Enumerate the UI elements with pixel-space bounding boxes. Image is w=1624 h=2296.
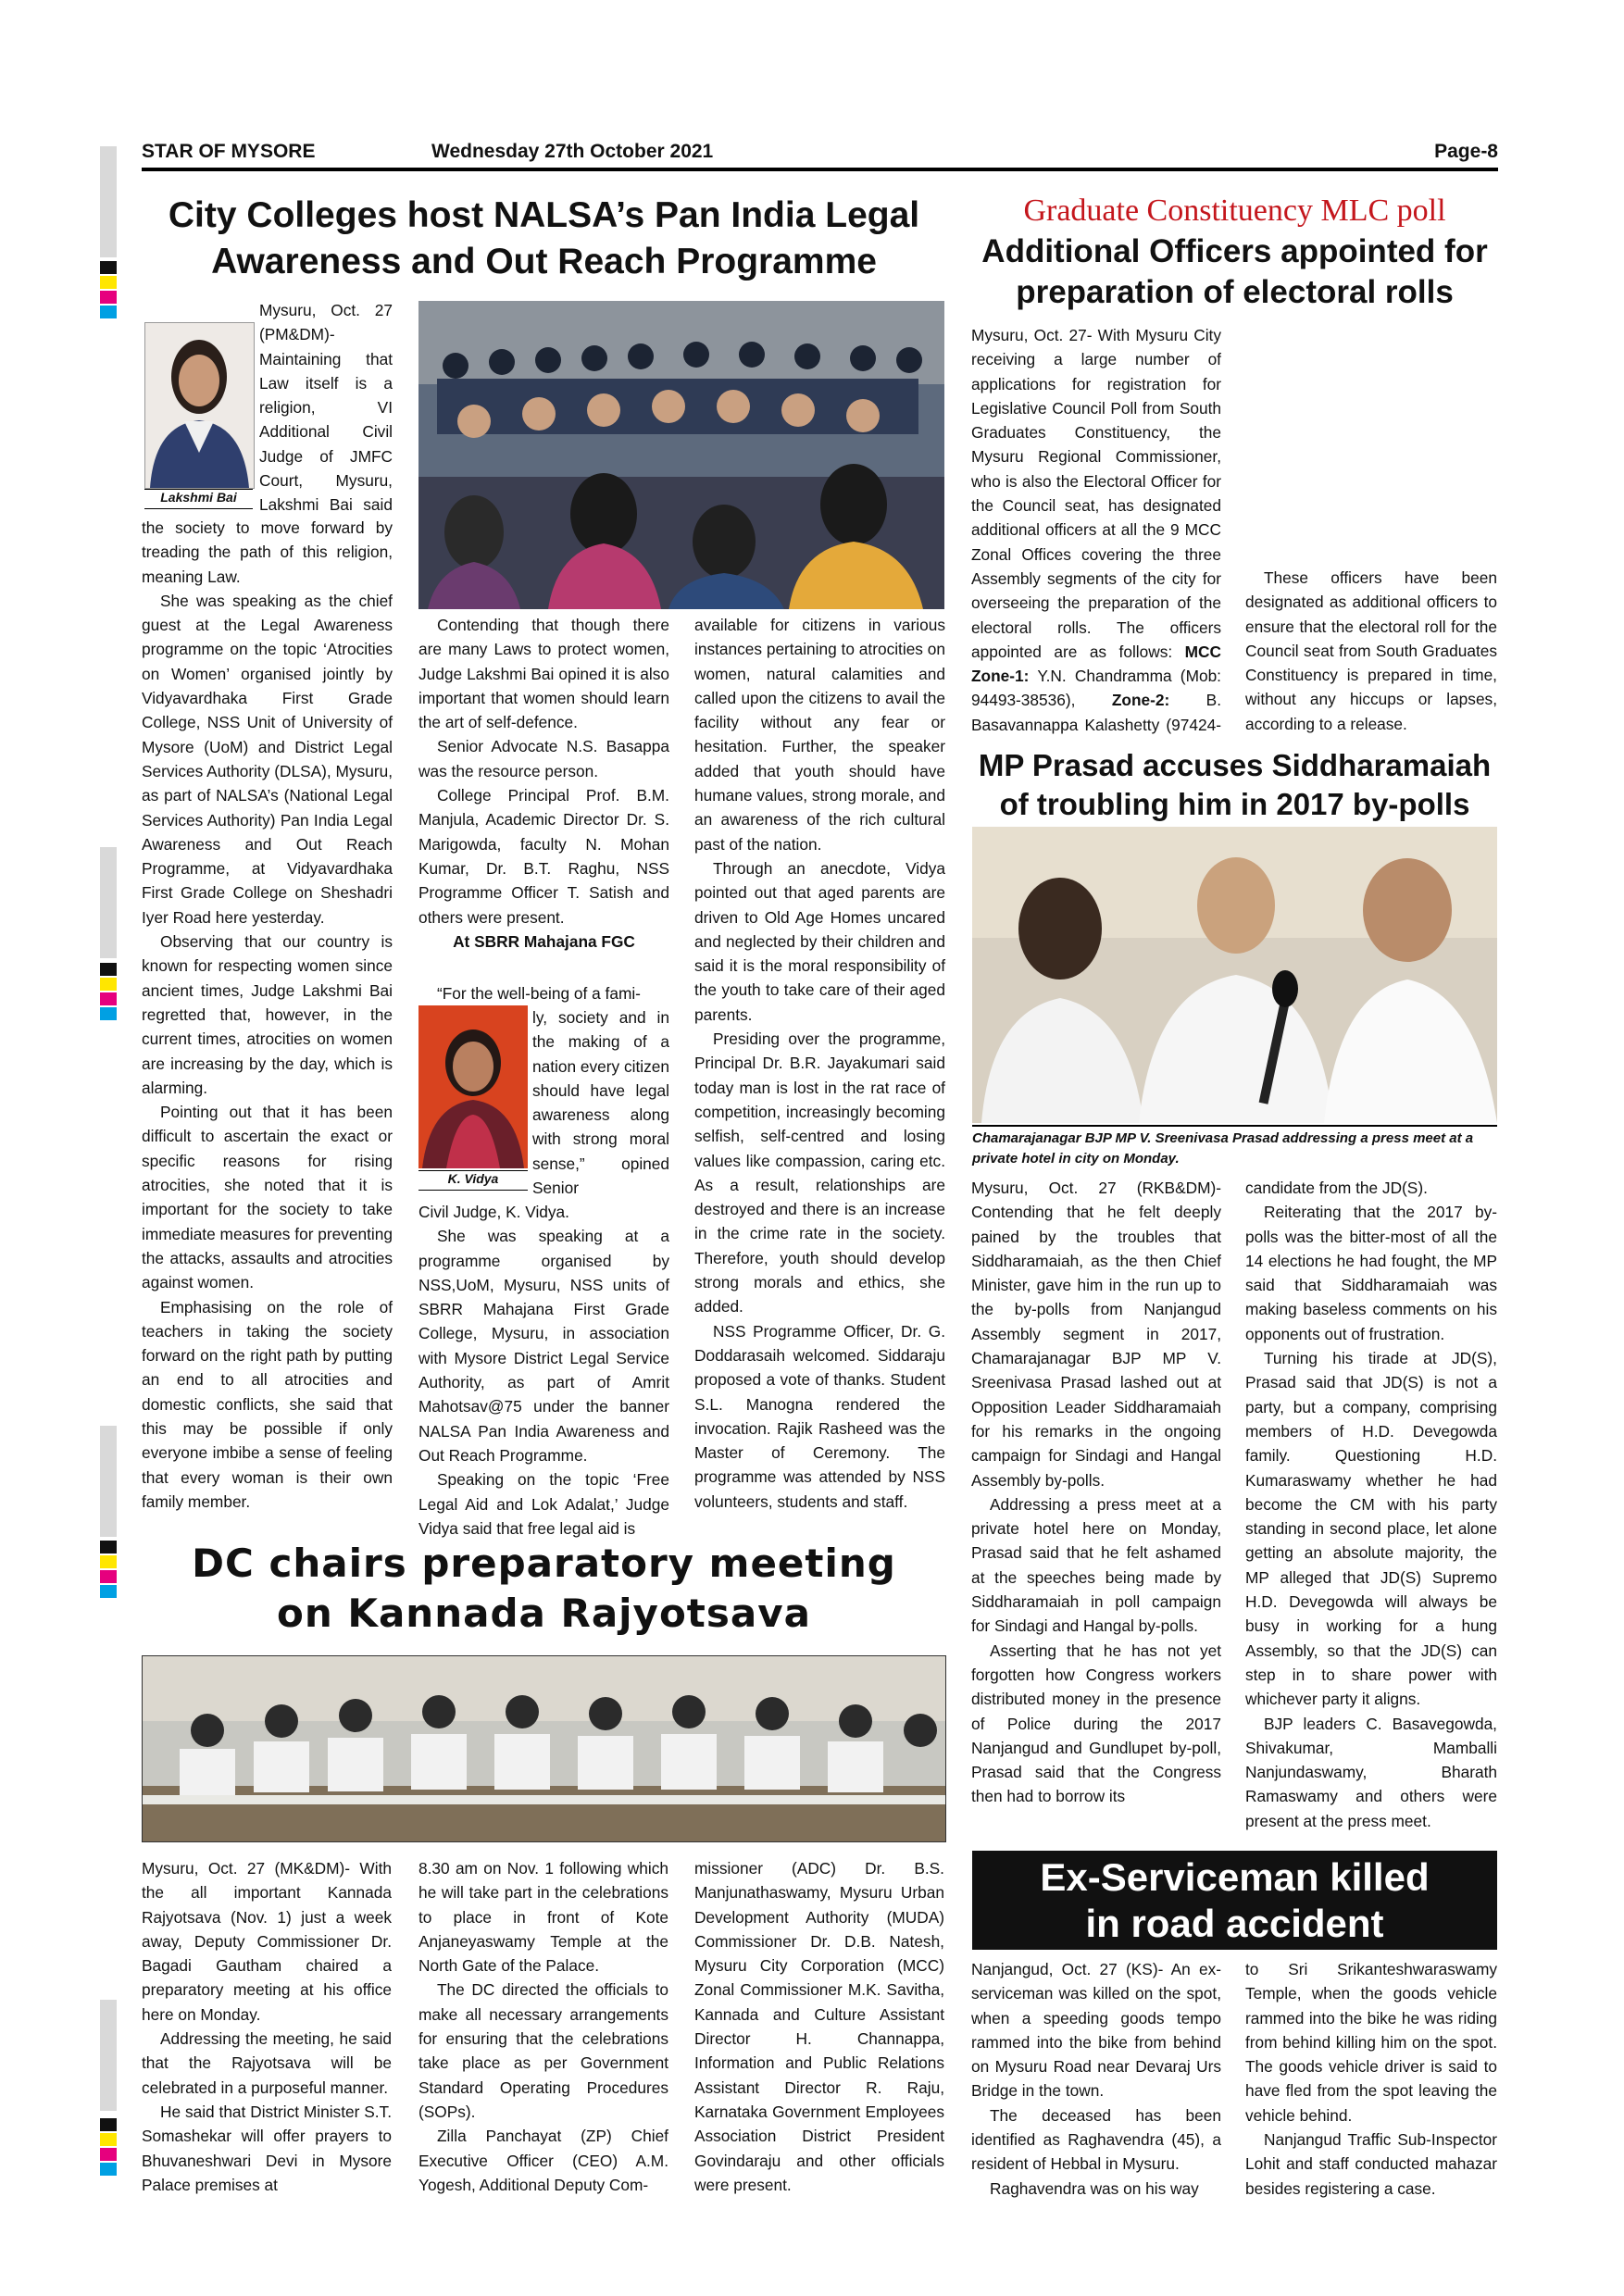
margin-bar [100,847,117,958]
article4-paragraph: 8.30 am on Nov. 1 following which he will take part in the celebrations to place in front of Kote Anjaneyaswamy Temple at the North Gate of the Palace. [418,1859,668,1976]
article1-intro-text: Mysuru, Oct. 27 (PM&DM)- Maintaining that Law itself is a religion, VI Additional Civil Judge of JMFC Court, Mysuru, Lakshmi Bai said [259,301,393,515]
article1-paragraph: College Principal Prof. B.M. Manjula, Academic Director Dr. S. Marigowda, faculty N. Mohan Kumar, Dr. B.T. Raghu, NSS Programme Officer T. Satish and others were present. [418,786,669,927]
article4-column-3 [694,1856,944,2197]
article1-column-3 [694,613,945,1514]
article2-headline-line1: Additional Officers appointed for [981,233,1488,269]
article2-headline [968,231,1501,313]
article3-headline-line1: MP Prasad accuses Siddharamaiah [978,748,1492,782]
article3-paragraph: Turning his tirade at JD(S), Prasad said that JD(S) is not a party, but a company, comprising members of H.D. Devegowda family. Questioning H.D. Kumaraswamy whether he had become the CM with his party standing in second place, let alone getting an absolute majority, the MP alleged that JD(S) Supremo H.D. Devegowda will always be busy in working for a hung Assembly, so that the JD(S) can step in to share power with whichever party it aligns. [1245,1349,1497,1709]
article2-kicker: Graduate Constituency MLC poll [1023,193,1446,228]
article1-headline [139,193,949,285]
registration-mark-cyan [100,1585,117,1598]
registration-mark-yellow [100,1555,117,1568]
registration-mark-yellow [100,978,117,991]
article4-paragraph: Mysuru, Oct. 27 (MK&DM)- With the all important Kannada Rajyotsava (Nov. 1) just a week away, Deputy Commissioner Dr. Bagadi Gautham chaired a preparatory meeting at his office here on Monday. [142,1859,392,2024]
registration-mark-black [100,261,117,274]
article1-headline-line1: City Colleges host NALSA’s Pan India Legal [168,195,920,235]
article3-column-2 [1245,1176,1497,1833]
article3-paragraph: Asserting that he has not yet forgotten how Congress workers distributed money in the presence of Police during the 2017 Nanjangud and Gundlupet by-poll, Prasad said that the Congress then had to borrow its [971,1641,1221,1806]
registration-mark-black [100,1541,117,1554]
article1-vidya-quote-start [418,981,669,1005]
article4-paragraph: Zilla Panchayat (ZP) Chief Executive Officer (CEO) A.M. Yogesh, Additional Deputy Com- [418,2127,668,2194]
article4-paragraph: Addressing the meeting, he said that the Rajyotsava will be celebrated in a purposeful manner. [142,2029,392,2097]
article1-paragraph: Presiding over the programme, Principal Dr. B.R. Jayakumari said today man is lost in the rat race of competition, increasingly becoming selfish, self-centred and losing values like compassion, caring etc. As a result, relationships are destroyed and there is an increase in the crime rate in the society. Therefore, youth should develop strong morals and ethics, she added. [694,1029,945,1316]
registration-mark-yellow [100,276,117,289]
registration-mark-black [100,2118,117,2131]
article1-paragraph: available for citizens in various instances pertaining to atrocities on women, natural calamities and called upon the citizens to avail the facility without any fear or hesitation. Further, the speaker added that youth should have humane values, strong morale, and an awareness of the rich cultural past of the nation. [694,616,945,854]
article3-paragraph: Mysuru, Oct. 27 (RKB&DM)- Contending that he felt deeply pained by the troubles that Siddharamaiah, as the then Chief Minister, gave him in the run up to the by-polls from Nanjangud Assembly segment in 2017, Chamarajanagar BJP MP V. Sreenivasa Prasad lashed out at Opposition Leader Siddharamaiah for his remarks in the ongoing campaign for Sindagi and Hangal Assembly by-polls. [971,1179,1221,1490]
article1-column-1-body [142,516,393,1514]
article2-column-1 [971,323,1221,740]
article4-headline [139,1539,949,1639]
article5-paragraph: to Sri Srikanteshwaraswamy Temple, when the goods vehicle rammed into the bike he was riding from behind killing him on the spot. The goods vehicle driver is said to have fled from the spot leaving the vehicle behind. [1245,1960,1497,2125]
article3-paragraph: Reiterating that the 2017 by-polls was the bitter-most of all the 14 elections he had fought, the MP said that Siddharamaiah was making baseless comments on his opponents out of frustration. [1245,1203,1497,1343]
page-header [142,141,1498,165]
lakshmi-bai-photo [144,322,255,489]
article1-paragraph: Speaking on the topic ‘Free Legal Aid and Lok Adalat,’ Judge Vidya said that free legal aid is [418,1470,669,1538]
registration-mark-cyan [100,2163,117,2176]
zone-1-label: MCC Zone-1: [971,642,1221,686]
article2-text [971,323,1221,740]
article1-intro-top [259,298,393,517]
article1-vidya-wrap [532,1005,669,1200]
article2-headline-line2: preparation of electoral rolls [1016,274,1454,310]
margin-bar [100,2000,117,2111]
article4-paragraph: He said that District Minister S.T. Somashekar will offer prayers to Bhuvaneshwari Devi in Mysore Palace premises at [142,2102,392,2194]
article5-headline-line1: Ex-Serviceman killed [1040,1855,1430,1899]
registration-mark-magenta [100,2148,117,2161]
article1-subhead: At SBRR Mahajana FGC [453,931,635,951]
article5-headline-line2: in road accident [1085,1902,1384,1945]
margin-bar [100,146,117,257]
k-vidya-photo [418,1005,528,1168]
article4-headline-line1: DC chairs preparatory meeting [192,1541,896,1586]
article4-column-2 [418,1856,668,2197]
article2-paragraph: These officers have been designated as additional officers to ensure that the electoral roll for the Council seat from South Graduates Constituency is prepared in time, without any hiccups or lapses, according to a release. [1245,568,1497,733]
page-number: Page-8 [1434,141,1498,162]
zone-2-label: Zone-2: [1111,691,1170,710]
press-meet-photo [972,827,1497,1123]
article3-paragraph: candidate from the JD(S). [1245,1179,1428,1197]
registration-mark-black [100,963,117,976]
article1-paragraph: She was speaking at a programme organised by NSS,UoM, Mysuru, NSS units of SBRR Mahajana First Grade College, Mysuru, in association with Mysore District Legal Service Authority, as part of Amrit Mahotsav@75 under the banner NALSA Pan India Awareness and Out Reach Programme. [418,1227,669,1465]
article1-headline-line2: Awareness and Out Reach Programme [211,242,877,281]
article3-headline-line2: of troubling him in 2017 by-polls [999,787,1470,821]
article1-paragraph: Contending that though there are many Laws to protect women, Judge Lakshmi Bai opined it is also important that women should learn the art of self-defence. [418,616,669,732]
article4-paragraph: missioner (ADC) Dr. B.S. Manjunathaswamy, Mysuru Urban Development Authority (MUDA) Commissioner Dr. D.B. Natesh, Mysuru City Corporation (MCC) Zonal Commissioner M.K. Savitha, Kannada and Culture Assistant Director H. Channappa, Information and Public Relations Assistant Director R. Raju, Karnataka Government Employees Association District President Govindaraju and other officials were present. [694,1859,944,2194]
article5-column-2 [1245,1957,1497,2201]
article1-paragraph: She was speaking as the chief guest at the Legal Awareness programme on the topic ‘Atrocities on Women’ organised jointly by Vidyavardhaka First Grade College, NSS Unit of University of Mysore (UoM) and District Legal Services Authority (DLSA), Mysuru, as part of NALSA’s (National Legal Services Authority) Pan India Legal Awareness and Out Reach Programme, at Vidyavardhaka First Grade College on Sheshadri Iyer Road here yesterday. [142,591,393,927]
article5-headline [972,1851,1497,1950]
article3-column-1 [971,1176,1221,1809]
article4-paragraph: The DC directed the officials to make all necessary arrangements for ensuring that the celebrations take place as per Government Standard Operating Procedures (SOPs). [418,1980,668,2121]
dc-meeting-photo [142,1655,946,1842]
article1-column-2-lower [418,1200,669,1541]
article5-paragraph: Raghavendra was on his way [990,2178,1199,2198]
article1-intro-continued: the society to move forward by treading the path of this religion, meaning Law. [142,518,393,586]
classroom-audience-photo [418,301,944,609]
article3-paragraph: BJP leaders C. Basavegowda, Shivakumar, Mamballi Nanjundaswamy, Bharath Ramaswamy and others were present at the press meet. [1245,1714,1497,1830]
article2-column-2 [1245,566,1497,736]
article5-paragraph: The deceased has been identified as Raghavendra (45), a resident of Hebbal in Mysuru. [971,2105,1221,2174]
header-rule [142,168,1498,171]
lakshmi-bai-caption: Lakshmi Bai [144,489,253,509]
article3-paragraph: Addressing a press meet at a private hotel here on Monday, Prasad said that he felt ashamed at the speeches being made by Siddharamaiah in poll campaign for Sindagi and Hangal by-polls. [971,1494,1221,1636]
masthead: STAR OF MYSORE [142,141,316,162]
article4-column-1 [142,1856,392,2197]
article1-paragraph: Observing that our country is known for respecting women since ancient times, Judge Lakshmi Bai regretted that, however, in the current times, atrocities on women are increasing by the day, which is alarming. [142,932,393,1097]
registration-mark-magenta [100,1570,117,1583]
article1-vidya-quote-end: Civil Judge, K. Vidya. [418,1203,569,1221]
registration-mark-cyan [100,1007,117,1020]
registration-mark-magenta [100,992,117,1005]
zone-1-officer: Y.N. Chandramma (Mob: 94493-38536), [971,667,1221,710]
article1-paragraph: NSS Programme Officer, Dr. G. Doddarasaih welcomed. Siddaraju proposed a vote of thanks. Student S.L. Manogna rendered the invocation. Rajik Rasheed was the Master of Ceremony. The programme was attended by NSS volunteers, students and staff. [694,1321,945,1511]
article1-paragraph: Emphasising on the role of teachers in taking the society forward on the right path by putting an end to all atrocities and domestic conflicts, she said that this may be possible if only everyone imbibe a sense of feeling that every woman is their own family member. [142,1297,393,1511]
registration-mark-cyan [100,306,117,318]
article1-vidya-quote-line1: “For the well-being of a fami- [437,984,641,1003]
registration-mark-yellow [100,2133,117,2146]
article5-paragraph: Nanjangud, Oct. 27 (KS)- An ex-serviceman was killed on the spot, when a speeding goods tempo rammed into the bike from behind on Mysuru Road near Devaraj Urs Bridge in the town. [971,1960,1221,2101]
article1-column-2 [418,613,669,954]
article3-headline [968,746,1501,824]
article5-paragraph: Nanjangud Traffic Sub-Inspector Lohit and staff conducted mahazar besides registering a case. [1245,2130,1497,2198]
article1-vidya-quote-top: ly, society and in the making of a nation every citizen should have legal awareness along with strong moral sense,” opined Senior [532,1008,669,1198]
article1-paragraph: Through an anecdote, Vidya pointed out that aged parents are driven to Old Age Homes uncared and neglected by their children and said it is the moral responsibility of the youth to take care of their aged parents. [694,858,945,1024]
article2-intro: Mysuru, Oct. 27- With Mysuru City receiving a large number of applications for registration for Legislative Council Poll from South Graduates Constituency, the Mysuru Regional Commissioner, who is also the Electoral Officer for the Council seat, has designated additional officers at all the 9 MCC Zonal Offices covering the three Assembly segments of the city for overseeing the preparation of the electoral rolls. The officers appointed are as follows: [971,326,1221,661]
press-meet-caption: Chamarajanagar BJP MP V. Sreenivasa Prasad addressing a press meet at a private hotel in city on Monday. [972,1125,1497,1169]
k-vidya-caption: K. Vidya [418,1170,528,1191]
article1-paragraph: Senior Advocate N.S. Basappa was the resource person. [418,737,669,780]
article4-headline-line2: on Kannada Rajyotsava [277,1591,811,1636]
registration-mark-magenta [100,291,117,304]
zone-2-officer: B. Basavannappa Kalashetty (97424- [971,691,1221,734]
article1-paragraph: Pointing out that it has been difficult to ascertain the exact or specific reasons for rising atrocities, she noted that it is important for the society to take immediate measures for preventing the attacks, assaults and atrocities against women. [142,1103,393,1292]
margin-bar [100,1426,117,1537]
issue-date: Wednesday 27th October 2021 [431,141,714,162]
article5-column-1 [971,1957,1221,2201]
